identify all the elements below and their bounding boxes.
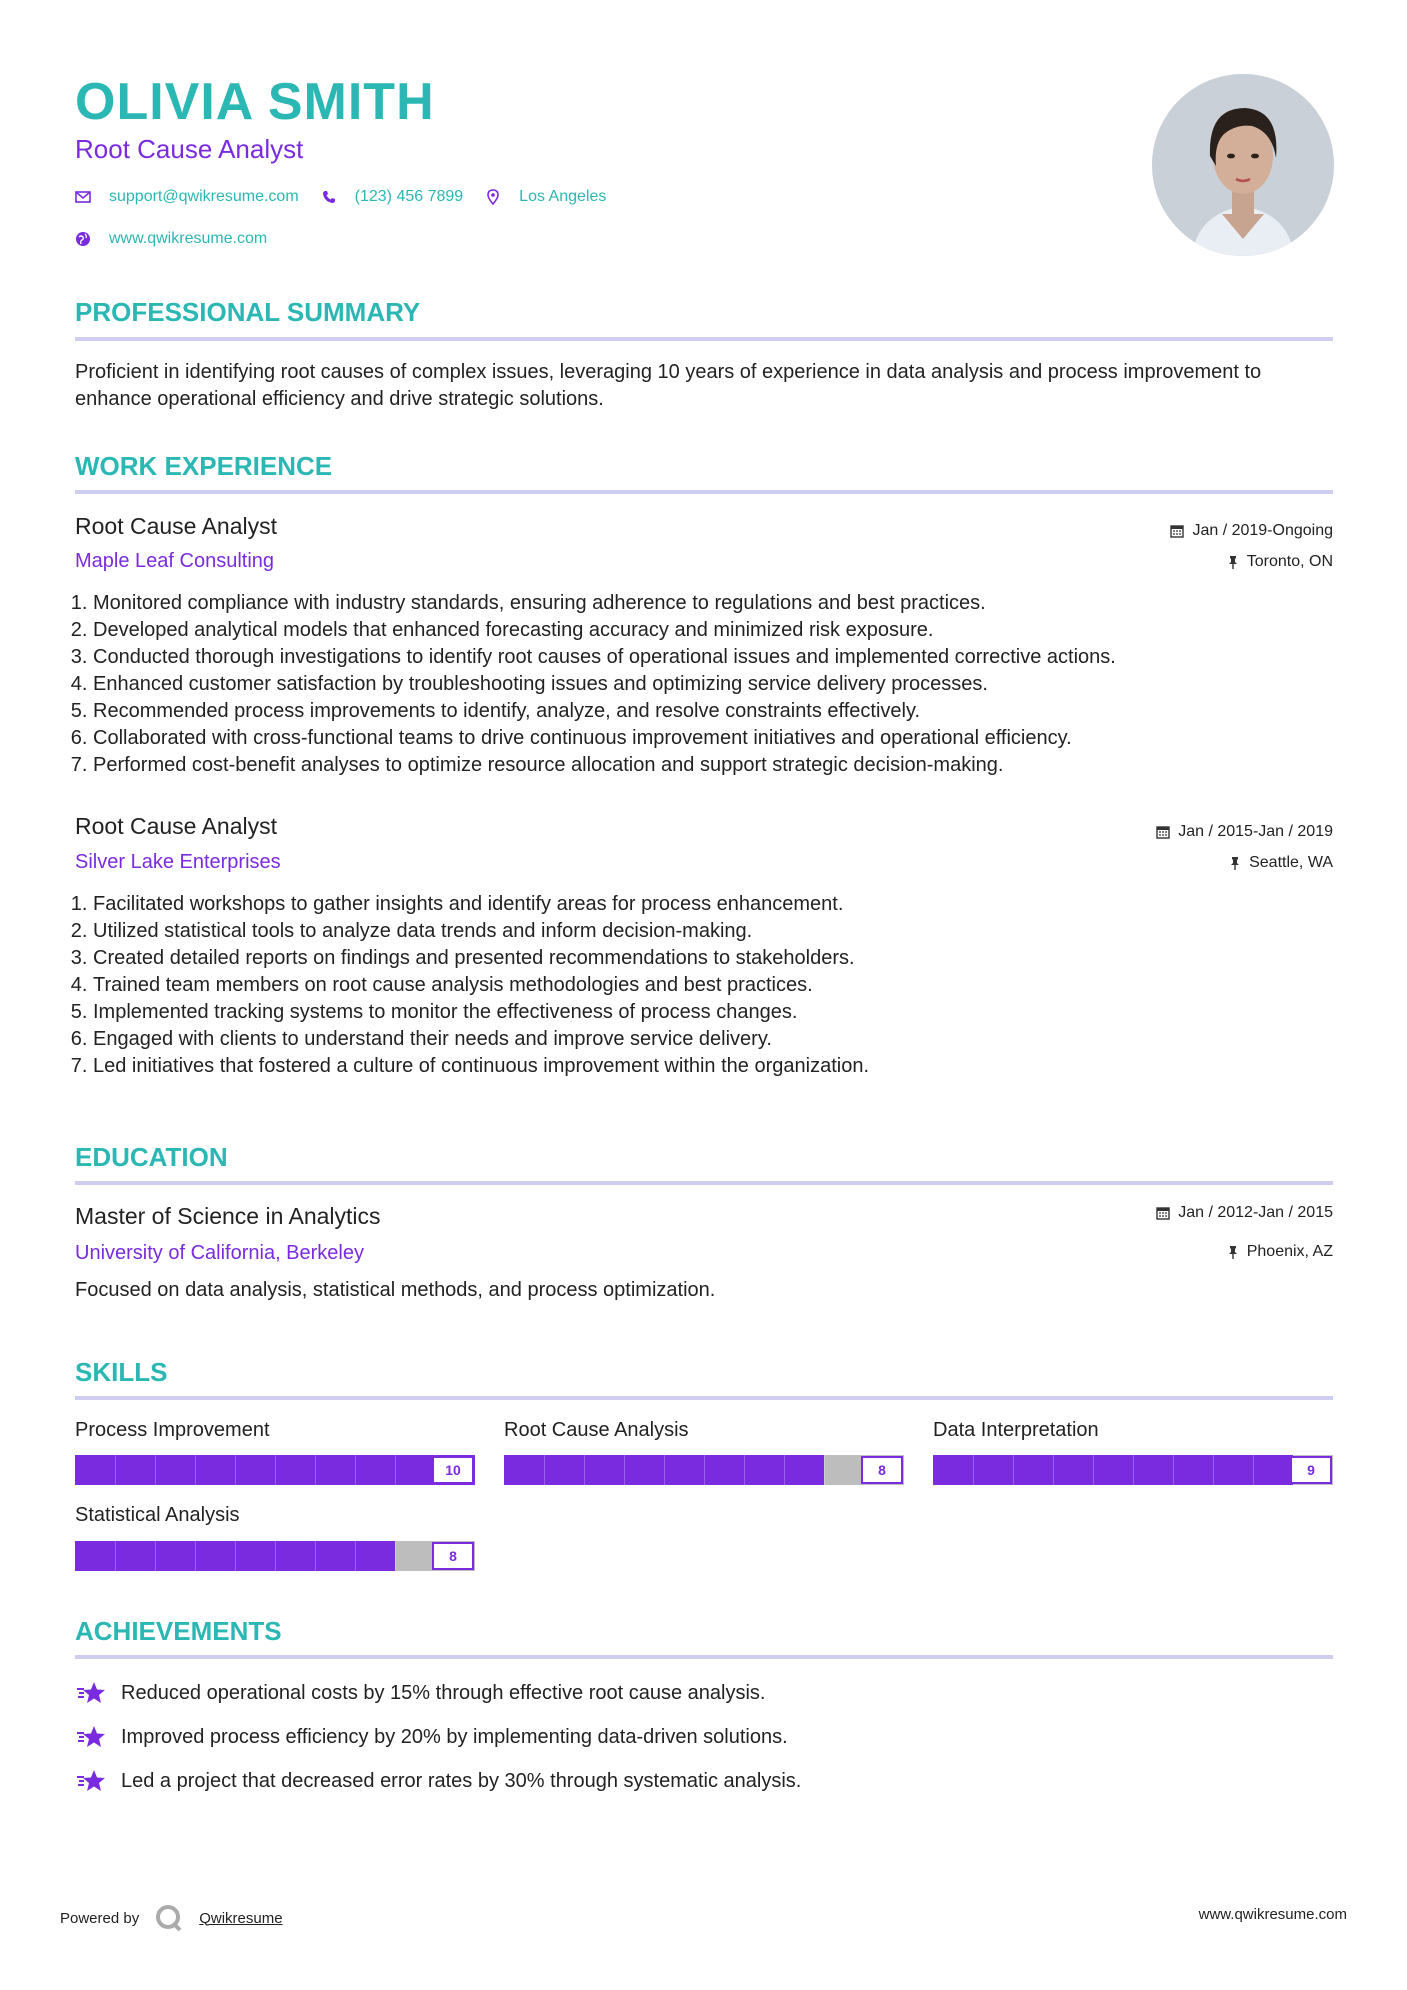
candidate-name: OLIVIA SMITH (75, 73, 435, 131)
skill-fill (933, 1455, 1293, 1485)
achievements-divider (75, 1655, 1333, 1659)
skill-score: 9 (1290, 1456, 1332, 1484)
skill-segment-divider (235, 1455, 236, 1485)
job-company: Maple Leaf Consulting (75, 550, 275, 572)
calendar-icon (1170, 524, 1184, 538)
skill-segment-divider (744, 1455, 745, 1485)
skill-segment-divider (275, 1455, 276, 1485)
pushpin-icon (1229, 856, 1241, 870)
skill-segment-divider (584, 1455, 585, 1485)
skill-segment-divider (315, 1541, 316, 1571)
pushpin-icon (1227, 1245, 1239, 1259)
list-item: 3. Conducted thorough investigations to identify root causes of operational issues and implemented corrective actions. (93, 644, 1343, 671)
job-dates (1156, 823, 1333, 841)
phone-icon (321, 189, 337, 205)
education-heading: EDUCATION (75, 1142, 228, 1172)
skill-segment-divider (115, 1455, 116, 1485)
star-icon (75, 1680, 107, 1706)
skill-segment-divider (235, 1541, 236, 1571)
list-item: 3. Created detailed reports on findings and presented recommendations to stakeholders. (93, 945, 1343, 972)
skill-segment-divider (1093, 1455, 1094, 1485)
list-item: 2. Utilized statistical tools to analyze data trends and inform decision-making. (93, 918, 1343, 945)
footer-website[interactable]: www.qwikresume.com (1198, 1906, 1347, 1923)
globe-icon (75, 231, 91, 247)
calendar-icon (1156, 1206, 1170, 1220)
skill-segment-divider (1213, 1455, 1214, 1485)
skill-segment-divider (973, 1455, 974, 1485)
location-text: Los Angeles (519, 188, 607, 205)
skill-segment-divider (784, 1455, 785, 1485)
summary-heading: PROFESSIONAL SUMMARY (75, 297, 421, 327)
star-icon (75, 1768, 107, 1794)
skill-segment-divider (355, 1455, 356, 1485)
job-company: Silver Lake Enterprises (75, 851, 281, 873)
candidate-role: Root Cause Analyst (75, 134, 304, 164)
list-item: 7. Performed cost-benefit analyses to optimize resource allocation and support strategic decision-making. (93, 752, 1343, 779)
skill-segment-divider (664, 1455, 665, 1485)
contact-location (485, 188, 606, 206)
education-location (1227, 1243, 1333, 1261)
envelope-icon (75, 189, 91, 205)
list-item: 2. Developed analytical models that enhanced forecasting accuracy and minimized risk exposure. (93, 617, 1343, 644)
skill-segment-divider (1173, 1455, 1174, 1485)
job-location-text: Toronto, ON (1246, 553, 1333, 570)
skill-segment-divider (1053, 1455, 1054, 1485)
skill-segment-divider (624, 1455, 625, 1485)
skill-segment-divider (195, 1455, 196, 1485)
list-item: 1. Facilitated workshops to gather insights and identify areas for process enhancement. (93, 891, 1343, 918)
list-item: 5. Recommended process improvements to identify, analyze, and resolve constraints effectively. (93, 698, 1343, 725)
skill-segment-divider (1013, 1455, 1014, 1485)
job-title: Root Cause Analyst (75, 513, 278, 539)
summary-text: Proficient in identifying root causes of complex issues, leveraging 10 years of experience in data analysis and process improvement to enhance operational efficiency and drive strategic solutions. (75, 361, 1262, 410)
skill-name: Statistical Analysis (75, 1504, 240, 1526)
achievement-text: Led a project that decreased error rates by 30% through systematic analysis. (121, 1769, 802, 1792)
skill-name: Process Improvement (75, 1419, 270, 1441)
phone-text: (123) 456 7899 (354, 188, 464, 205)
list-item: 4. Enhanced customer satisfaction by troubleshooting issues and optimizing service delivery processes. (93, 671, 1343, 698)
job-responsibilities (75, 590, 1343, 779)
skill-score: 8 (432, 1542, 474, 1570)
skill-segment-divider (195, 1541, 196, 1571)
skill-segment-divider (1133, 1455, 1134, 1485)
job-responsibilities (75, 891, 1343, 1080)
achievement-item (75, 1724, 788, 1750)
map-pin-icon (485, 189, 501, 205)
pushpin-icon (1227, 555, 1239, 569)
skill-segment-divider (395, 1455, 396, 1485)
skill-segment-divider (155, 1541, 156, 1571)
education-location-text: Phoenix, AZ (1246, 1243, 1333, 1260)
skill-bar (75, 1455, 475, 1485)
website-text: www.qwikresume.com (109, 230, 268, 247)
skill-segment-divider (544, 1455, 545, 1485)
achievements-heading: ACHIEVEMENTS (75, 1616, 282, 1646)
skill-segment-divider (115, 1541, 116, 1571)
skill-bar (933, 1455, 1333, 1485)
skill-segment-divider (824, 1455, 825, 1485)
contact-website[interactable] (75, 230, 267, 248)
job-dates-text: Jan / 2015-Jan / 2019 (1178, 823, 1333, 840)
list-item: 5. Implemented tracking systems to monitor the effectiveness of process changes. (93, 999, 1343, 1026)
achievement-item (75, 1768, 801, 1794)
skill-segment-divider (395, 1541, 396, 1571)
contact-email[interactable] (75, 188, 299, 206)
achievement-text: Improved process efficiency by 20% by implementing data-driven solutions. (121, 1725, 788, 1748)
job-location (1227, 553, 1333, 571)
achievement-item (75, 1680, 765, 1706)
job-dates-text: Jan / 2019-Ongoing (1192, 522, 1333, 539)
list-item: 6. Collaborated with cross-functional teams to drive continuous improvement initiatives and operational efficiency. (93, 725, 1343, 752)
skill-name: Root Cause Analysis (504, 1419, 689, 1441)
achievement-text: Reduced operational costs by 15% through effective root cause analysis. (121, 1681, 766, 1704)
contact-row (75, 188, 628, 206)
list-item: 6. Engaged with clients to understand their needs and improve service delivery. (93, 1026, 1343, 1053)
email-text: support@qwikresume.com (109, 188, 299, 205)
skill-name: Data Interpretation (933, 1419, 1099, 1441)
experience-divider (75, 490, 1333, 494)
education-dates-text: Jan / 2012-Jan / 2015 (1178, 1204, 1333, 1221)
list-item: 4. Trained team members on root cause analysis methodologies and best practices. (93, 972, 1343, 999)
calendar-icon (1156, 825, 1170, 839)
list-item: 1. Monitored compliance with industry standards, ensuring adherence to regulations and best practices. (93, 590, 1343, 617)
school-name: University of California, Berkeley (75, 1242, 364, 1264)
skill-segment-divider (315, 1455, 316, 1485)
skill-bar (504, 1455, 904, 1485)
job-location (1229, 854, 1333, 872)
skills-divider (75, 1396, 1333, 1400)
list-item: 7. Led initiatives that fostered a culture of continuous improvement within the organization. (93, 1053, 1343, 1080)
job-location-text: Seattle, WA (1249, 854, 1333, 871)
job-dates (1170, 522, 1333, 540)
education-description: Focused on data analysis, statistical methods, and process optimization. (75, 1279, 716, 1301)
skill-score: 8 (861, 1456, 903, 1484)
star-icon (75, 1724, 107, 1750)
skill-segment-divider (1253, 1455, 1254, 1485)
skill-segment-divider (155, 1455, 156, 1485)
skill-score: 10 (432, 1456, 474, 1484)
profile-photo (1152, 74, 1334, 256)
contact-phone[interactable] (321, 188, 464, 206)
job-title: Root Cause Analyst (75, 813, 278, 839)
skill-bar (75, 1541, 475, 1571)
qwikresume-logo-icon (153, 1903, 187, 1933)
skill-segment-divider (355, 1541, 356, 1571)
summary-divider (75, 337, 1333, 341)
skills-heading: SKILLS (75, 1357, 168, 1387)
degree-title: Master of Science in Analytics (75, 1203, 381, 1229)
brand-link[interactable]: Qwikresume (199, 1909, 283, 1927)
skill-segment-divider (275, 1541, 276, 1571)
education-divider (75, 1181, 1333, 1185)
education-dates (1156, 1204, 1333, 1222)
experience-heading: WORK EXPERIENCE (75, 451, 333, 481)
powered-by-text: Powered by (60, 1909, 140, 1927)
skill-segment-divider (704, 1455, 705, 1485)
footer-branding (60, 1903, 283, 1933)
